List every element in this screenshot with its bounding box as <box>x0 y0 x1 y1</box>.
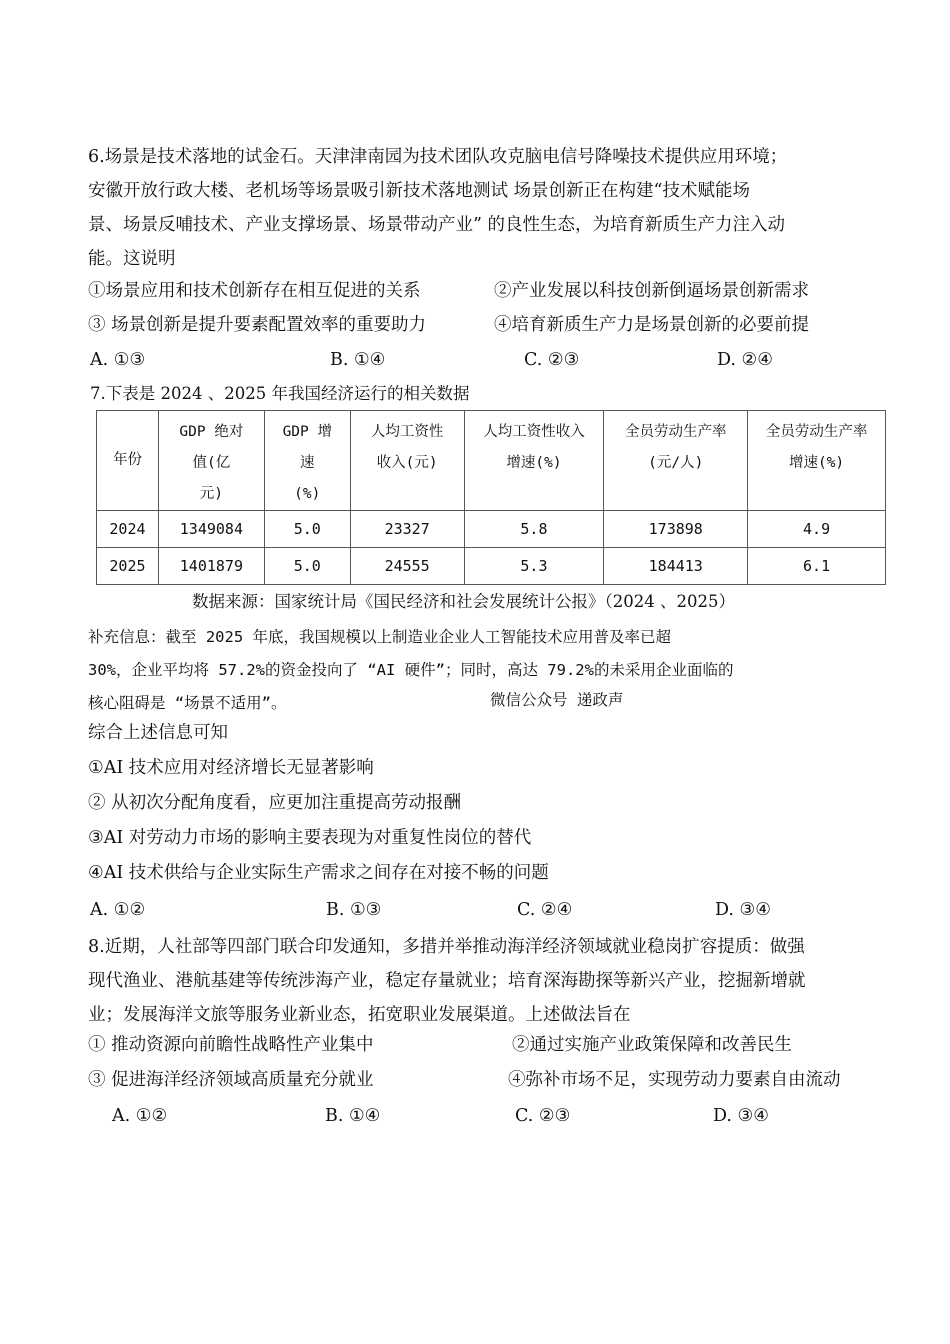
table-row <box>97 511 886 548</box>
q7-stem: 7.下表是 2024 、2025 年我国经济运行的相关数据 <box>90 384 470 403</box>
q8-option-b: B. ①④ <box>325 1106 381 1126</box>
q7-prompt: 综合上述信息可知 <box>88 723 228 743</box>
table-cell: 24555 <box>350 548 464 585</box>
q8-statement-3: ③ 促进海洋经济领域高质量充分就业 <box>88 1070 374 1090</box>
q8-stem-line-3: 业；发展海洋文旅等服务业新业态，拓宽职业发展渠道。上述做法旨在 <box>88 1005 631 1025</box>
q8-statement-4: ④弥补市场不足，实现劳动力要素自由流动 <box>508 1070 841 1090</box>
q7-option-d: D. ③④ <box>715 900 771 920</box>
table-cell: 2024 <box>97 511 159 548</box>
table-cell: 5.0 <box>264 511 350 548</box>
table-cell: 2025 <box>97 548 159 585</box>
q6-statement-1: ①场景应用和技术创新存在相互促进的关系 <box>88 281 421 301</box>
header-productivity: 全员劳动生产率 (元/人) <box>604 411 748 511</box>
q6-statement-2: ②产业发展以科技创新倒逼场景创新需求 <box>494 281 809 301</box>
q6-stem-line-2: 安徽开放行政大楼、老机场等场景吸引新技术落地测试 场景创新正在构建“技术赋能场 <box>88 181 751 201</box>
q6-option-d: D. ②④ <box>717 350 773 370</box>
header-gdp-absolute: GDP 绝对 值(亿 元) <box>158 411 264 511</box>
table-cell: 5.0 <box>264 548 350 585</box>
q6-stem-line-4: 能。这说明 <box>88 249 176 269</box>
q7-statement-4: ④AI 技术供给与企业实际生产需求之间存在对接不畅的问题 <box>88 863 549 883</box>
supplement-line-1: 补充信息：截至 2025 年底，我国规模以上制造业企业人工智能技术应用普及率已超 <box>88 628 671 646</box>
q7-option-a: A. ①② <box>90 900 146 920</box>
table-cell: 6.1 <box>748 548 886 585</box>
q8-option-a: A. ①② <box>112 1106 168 1126</box>
supplement-line-2: 30%，企业平均将 57.2%的资金投向了 “AI 硬件”；同时，高达 79.2%的未采用企业面临的 <box>88 661 734 679</box>
header-income-growth: 人均工资性收入 增速(%) <box>464 411 604 511</box>
table-cell: 23327 <box>350 511 464 548</box>
header-year: 年份 <box>97 411 159 511</box>
q7-statement-3: ③AI 对劳动力市场的影响主要表现为对重复性岗位的替代 <box>88 828 532 848</box>
table-cell: 173898 <box>604 511 748 548</box>
q7-option-b: B. ①③ <box>326 900 382 920</box>
q6-option-a: A. ①③ <box>90 350 146 370</box>
q6-stem-line-1: 6.场景是技术落地的试金石。天津津南园为技术团队攻克脑电信号降噪技术提供应用环境； <box>88 147 788 167</box>
q7-option-c: C. ②④ <box>517 900 573 920</box>
data-source: 数据来源：国家统计局《国民经济和社会发展统计公报》（2024 、2025） <box>192 592 735 611</box>
economic-data-table <box>96 410 886 585</box>
q6-stem-line-3: 景、场景反哺技术、产业支撑场景、场景带动产业” 的良性生态，为培育新质生产力注入动 <box>88 215 786 235</box>
q8-stem-line-1: 8.近期，人社部等四部门联合印发通知，多措并举推动海洋经济领域就业稳岗扩容提质：做强 <box>88 937 805 957</box>
q7-statement-1: ①AI 技术应用对经济增长无显著影响 <box>88 758 374 778</box>
q8-option-c: C. ②③ <box>515 1106 571 1126</box>
q7-statement-2: ② 从初次分配角度看，应更加注重提高劳动报酬 <box>88 793 462 813</box>
q8-option-d: D. ③④ <box>713 1106 769 1126</box>
table-cell: 1401879 <box>158 548 264 585</box>
table-cell: 1349084 <box>158 511 264 548</box>
header-income: 人均工资性 收入(元) <box>350 411 464 511</box>
table-cell: 5.3 <box>464 548 604 585</box>
watermark-text: 微信公众号 递政声 <box>490 691 624 709</box>
q6-option-b: B. ①④ <box>330 350 386 370</box>
header-gdp-growth: GDP 增 速 (%) <box>264 411 350 511</box>
supplement-line-3: 核心阻碍是 “场景不适用”。 <box>88 694 287 712</box>
q8-stem-line-2: 现代渔业、港航基建等传统涉海产业，稳定存量就业；培育深海勘探等新兴产业，挖掘新增就 <box>88 971 806 991</box>
table-cell: 184413 <box>604 548 748 585</box>
q6-option-c: C. ②③ <box>524 350 580 370</box>
q6-statement-3: ③ 场景创新是提升要素配置效率的重要助力 <box>88 315 427 335</box>
table-header-row <box>97 411 886 511</box>
q8-statement-2: ②通过实施产业政策保障和改善民生 <box>512 1035 792 1055</box>
table-cell: 5.8 <box>464 511 604 548</box>
table-cell: 4.9 <box>748 511 886 548</box>
q6-statement-4: ④培育新质生产力是场景创新的必要前提 <box>494 315 809 335</box>
table-row <box>97 548 886 585</box>
header-productivity-growth: 全员劳动生产率 增速(%) <box>748 411 886 511</box>
q8-statement-1: ① 推动资源向前瞻性战略性产业集中 <box>88 1035 374 1055</box>
